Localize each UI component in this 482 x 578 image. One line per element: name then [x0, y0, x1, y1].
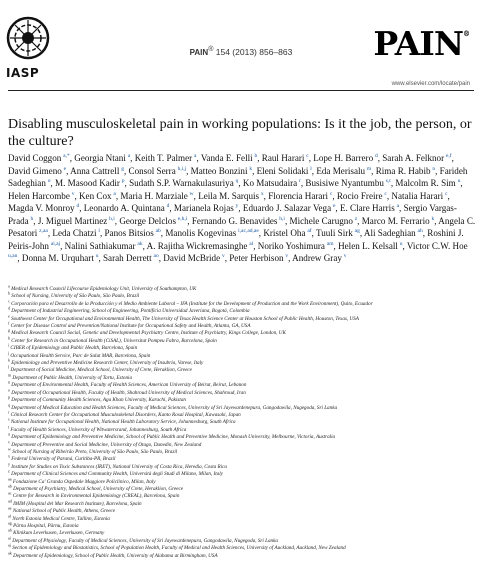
author-name: Florencia Harari [268, 190, 329, 201]
author-affiliation-marker[interactable]: g [121, 165, 124, 172]
affiliation-text: Department of Preventive and Social Medicine, University of Otago, Dunedin, New Zealand [11, 441, 202, 448]
author-affiliation-marker[interactable]: h,i [279, 215, 285, 222]
author-name: Busisiwe Nyantumbu [305, 178, 384, 188]
author-entry [362, 216, 435, 226]
affiliation-marker: ak [8, 549, 12, 555]
affiliation-item [8, 468, 476, 478]
author-affiliation-marker[interactable]: a [396, 202, 400, 209]
author-affiliation-marker[interactable]: q [235, 177, 239, 184]
author-affiliation-marker[interactable]: ab [155, 227, 161, 234]
author-entry [257, 166, 312, 176]
author-entry [263, 228, 311, 238]
author-name: E. Clare Harris [339, 203, 395, 213]
author-affiliation-marker[interactable]: o [47, 177, 51, 184]
author-affiliation-marker[interactable]: k [249, 165, 253, 172]
author-affiliation-marker[interactable]: ao [153, 252, 159, 259]
author-entry [165, 228, 258, 238]
author-name: Leila M. Sarquis [198, 190, 260, 201]
affiliation-marker: c [8, 298, 10, 304]
author-entry [313, 153, 377, 163]
author-name: Helen Harcombe [8, 190, 70, 201]
author-name: Keith T. Palmer [134, 153, 193, 163]
affiliation-marker: m [8, 372, 12, 378]
author-affiliation-marker[interactable]: n [432, 165, 436, 172]
author-name: Sarah A. Felknor [382, 153, 445, 163]
author-entry [119, 216, 187, 226]
author-name: Anna Cattrell [70, 165, 120, 176]
affiliation-item [8, 312, 476, 326]
author-name: Maria H. Marziale [120, 190, 188, 201]
author-affiliation-marker[interactable]: u,an [8, 252, 18, 259]
author-entry [395, 178, 460, 188]
affiliation-marker: i [8, 342, 10, 348]
author-entry [258, 241, 334, 251]
author-affiliation-marker[interactable]: c [329, 190, 333, 197]
author-affiliation-marker[interactable]: h [30, 215, 34, 222]
affiliation-text: Department of Occupational Health, Faculty of Health, Shahroud University of Medical Sciences, Shahroud, Iran [11, 389, 246, 396]
author-name: David McBride [163, 253, 221, 263]
journal-masthead [0, 0, 482, 96]
affiliation-marker: aj [8, 542, 11, 548]
author-name: Andrew Gray [292, 253, 342, 263]
affiliation-text: Center for Research in Occupational Health (CiSAL), Universitat Pompeu Fabra, Barcelona, Spain [11, 337, 217, 344]
journal-volume-pages: 154 (2013) 856–863 [213, 46, 293, 57]
affiliation-marker: v [8, 438, 10, 444]
affiliation-text: Klinikum Leverkusen, Leverkusen, Germany [13, 530, 105, 537]
author-affiliation-marker[interactable]: al [249, 240, 254, 247]
author-entry [8, 166, 66, 176]
author-entry [52, 228, 100, 238]
author-name: Malcolm R. Sim [395, 178, 456, 188]
affiliation-marker: aa [8, 475, 12, 481]
author-affiliation-marker[interactable]: a,* [63, 152, 70, 159]
author-entry [192, 216, 285, 226]
journal-url-link[interactable]: www.elsevier.com/locate/pain [391, 81, 470, 87]
author-name: Manolis Kogevinas [165, 228, 237, 238]
affiliation-marker: d [8, 305, 10, 311]
author-name: Tuuli Sirk [316, 228, 353, 238]
author-entry [382, 153, 451, 163]
affiliation-item [8, 364, 476, 374]
affiliation-text: Department of Epidemiology and Preventive Medicine, School of Public Health and Preventive Medicine, Monash University, Melbourne, Victoria, Australia [11, 434, 336, 441]
author-name: Eduardo J. Salazar Vega [242, 203, 332, 213]
author-name: Kristel Oha [263, 228, 306, 238]
author-entry [65, 241, 143, 251]
author-entry [38, 216, 115, 226]
author-entry [305, 178, 390, 188]
affiliation-marker: f [8, 320, 10, 326]
author-affiliation-marker[interactable]: l [98, 227, 100, 234]
author-entry [103, 253, 159, 263]
author-name: Fernando G. Benavides [191, 215, 278, 226]
author-entry [147, 241, 254, 251]
affiliation-marker: n [8, 379, 10, 385]
author-name: Lope H. Barrero [313, 153, 374, 163]
author-affiliation-marker[interactable]: u [457, 177, 461, 184]
affiliation-text: Corporación para el Desarrollo de la Producción y el Medio Ambiente Laboral – IFA (Institute for the Development of Production and the Work Environment), Quito, Ecuador [11, 300, 373, 307]
affiliation-marker: b [8, 290, 10, 296]
author-name: Consol Serra [128, 165, 176, 176]
affiliation-marker: ai [8, 535, 11, 541]
author-entry [391, 191, 447, 201]
affiliation-marker: g [8, 327, 10, 333]
author-affiliation-marker[interactable]: c [306, 152, 309, 159]
affiliation-text: IMIM (Hospital del Mar Research Institute), Barcelona, Spain [13, 500, 142, 507]
affiliation-text: Department of Medical Education and Health Sciences, Faculty of Medical Sciences, University of Sri Jayewardenepura, Gangodawila, Nugegoda, Sri Lanka [11, 404, 338, 411]
affiliation-marker: x [8, 453, 10, 459]
author-name: Georgia Ntani [74, 153, 126, 163]
author-affiliation-marker[interactable]: l [310, 165, 312, 172]
affiliation-text: Department of Community Health Sciences, Aga Khan University, Karachi, Pakistan [11, 397, 186, 404]
affiliation-marker: ah [8, 527, 12, 533]
pain-logo-registered-mark: ® [463, 29, 470, 38]
author-name: Vanda E. Felli [200, 153, 253, 163]
affiliation-marker: z [8, 468, 10, 474]
affiliation-marker: t [8, 424, 10, 429]
author-affiliation-marker[interactable]: ak [137, 240, 143, 247]
affiliation-text: Epidemiology and Preventive Medicine Research Center, University of Insubria, Varese, Italy [11, 360, 204, 367]
affiliation-text: Southwest Center for Occupational and Environmental Health, The University of Texas Health Science Center at Houston School of Public Health, Houston, Texas, USA [11, 315, 359, 322]
author-affiliation-marker[interactable]: v [285, 252, 289, 259]
affiliation-marker: o [8, 386, 10, 392]
author-entry [198, 191, 263, 201]
affiliation-marker: y [8, 461, 10, 467]
affiliation-text: Department of Public Health, University of Tartu, Estonia [12, 374, 133, 381]
author-affiliation-marker[interactable]: u [399, 240, 403, 247]
article-title: Disabling musculoskeletal pain in working populations: Is it the job, the person, or the culture? [8, 117, 472, 149]
author-affiliation-marker[interactable]: k [431, 215, 435, 222]
affiliation-text: Section of Epidemiology and Biostatistics, School of Population Health, Faculty of Medical and Health Sciences, University of Auckland, Auckland, New Zealand [12, 545, 346, 552]
author-entry [268, 191, 332, 201]
author-name: Roshini J. Peiris-John [8, 228, 464, 251]
author-entry [129, 178, 238, 188]
author-affiliation-marker[interactable]: e [63, 165, 67, 172]
affiliation-text: Department of Social Medicine, Medical School, University of Crete, Heraklion, Greece [10, 367, 192, 374]
author-name: Ali Sadeghian [363, 228, 416, 238]
iasp-wordmark: IASP [6, 66, 40, 80]
affiliation-item [8, 379, 476, 389]
author-affiliation-marker[interactable]: s,t [385, 177, 391, 184]
author-name: Sergio Vargas-Prada [8, 203, 457, 226]
affiliation-text: Centre for Research in Environmental Epidemiology (CREAL), Barcelona, Spain [12, 493, 180, 500]
author-affiliation-marker[interactable]: m [366, 165, 372, 172]
affiliation-item [8, 424, 476, 437]
author-entry [316, 166, 371, 176]
affiliation-marker: af [8, 512, 12, 518]
author-affiliation-marker[interactable]: v [71, 190, 75, 197]
author-affiliation-marker[interactable]: ai,aj [50, 240, 61, 247]
author-entry [243, 178, 301, 188]
affiliation-item [8, 527, 476, 537]
affiliation-text: Occupational Health Service, Parc de Salut MAR, Barcelona, Spain [10, 352, 151, 359]
affiliation-marker: ad [8, 498, 12, 504]
author-name: Marianela Rojas [173, 203, 234, 213]
author-name: M. Masood Kadir [55, 178, 120, 188]
author-entry [129, 166, 187, 176]
author-affiliation-marker[interactable]: h,i [109, 215, 115, 222]
affiliation-marker: r [8, 409, 10, 415]
affiliation-marker: l [8, 364, 10, 370]
author-affiliation-marker[interactable]: d [76, 202, 80, 209]
affiliation-marker: s [8, 416, 10, 422]
author-entry [201, 153, 257, 163]
affiliation-item [8, 327, 476, 337]
affiliation-list [8, 283, 476, 560]
affiliation-item [8, 542, 476, 552]
author-affiliation-marker[interactable]: e,h,i [177, 215, 188, 222]
author-affiliation-marker[interactable]: w [189, 190, 194, 197]
pain-logo-word: PAIN [373, 24, 463, 63]
author-name: Noriko Yoshimura [257, 240, 325, 251]
affiliation-text: Department of Epidemiology, School of Public Health, University of Alabama at Birmingham, USA [13, 552, 218, 559]
author-entry [340, 203, 399, 213]
author-name: Natalia Harari [391, 190, 444, 201]
affiliation-item [8, 349, 476, 363]
affiliation-item [8, 431, 476, 441]
header-divider [8, 90, 474, 91]
affiliation-item [8, 549, 476, 560]
author-entry [243, 203, 336, 213]
affiliation-item [8, 394, 476, 404]
author-entry [74, 153, 130, 163]
affiliation-text: Department of Environmental Health, Faculty of Health Sciences, American University of Beirut, Beirut, Lebanon [11, 382, 247, 389]
author-affiliation-marker[interactable]: e [332, 202, 336, 209]
affiliation-marker: w [8, 446, 11, 452]
affiliation-marker: ae [8, 505, 12, 511]
affiliation-marker: h [8, 335, 10, 341]
author-affiliation-marker[interactable]: v [343, 252, 347, 259]
affiliation-item [8, 416, 476, 426]
affiliation-text: Medical Research Council Lifecourse Epidemiology Unit, University of Southampton, UK [11, 286, 197, 292]
author-name: Nalini Sathiakumar [64, 240, 136, 251]
author-entry [22, 253, 99, 263]
author-affiliation-marker[interactable]: v [221, 252, 225, 259]
author-name: Helen L. Kelsall [338, 240, 398, 251]
affiliation-text: Clinical Research Center for Occupational Musculoskeletal Disorders, Kanto Rosai Hospital, Kawasaki, Japan [10, 411, 241, 418]
author-entry [79, 191, 116, 201]
affiliation-marker: a [8, 283, 10, 289]
author-entry [70, 166, 124, 176]
author-entry [104, 228, 160, 238]
author-affiliation-marker[interactable]: r [299, 177, 301, 184]
affiliation-marker: q [8, 401, 10, 407]
affiliation-marker: p [8, 394, 10, 400]
author-entry [55, 178, 125, 188]
author-entry [163, 253, 224, 263]
affiliation-marker: ag [8, 520, 12, 526]
author-entry [338, 241, 402, 251]
author-affiliation-marker[interactable]: u [95, 252, 99, 259]
affiliation-marker: e [8, 312, 10, 318]
affiliation-text: CIBER of Epidemiology and Public Health, Barcelona, Spain [10, 345, 138, 352]
author-affiliation-marker[interactable]: p [121, 177, 125, 184]
author-entry [364, 228, 423, 238]
author-affiliation-marker[interactable]: c [384, 190, 387, 197]
author-name: David Coggon [8, 153, 62, 163]
author-name: Angela C. Pesatori [8, 215, 476, 238]
pain-journal-logo [373, 24, 470, 63]
affiliation-item [8, 290, 476, 300]
author-name: Donna M. Urquhart [21, 253, 94, 263]
author-affiliation-marker[interactable]: d [166, 202, 170, 209]
affiliation-text: Department of Psychiatry, Medical School, University of Crete, Heraklion, Greece [13, 485, 184, 492]
author-name: Sudath S.P. Warnakulasuriya [129, 178, 234, 188]
affiliation-text: Department of Industrial Engineering, School of Engineering, Pontificia Universidad Javeriana, Bogotá, Colombia [11, 308, 250, 315]
author-entry [337, 191, 387, 201]
author-entry [316, 228, 360, 238]
affiliation-marker: ab [8, 483, 12, 489]
author-entry [191, 166, 252, 176]
author-affiliation-marker[interactable]: a [194, 152, 197, 159]
registered-mark: ® [208, 45, 214, 53]
author-affiliation-marker[interactable]: c [445, 190, 448, 197]
author-affiliation-marker[interactable]: b [254, 152, 258, 159]
author-name: Rima R. Habib [375, 165, 431, 176]
author-entry [8, 203, 79, 213]
author-name: Eleni Solidaki [256, 165, 309, 176]
affiliation-marker: ac [8, 490, 12, 496]
affiliation-text: National Institute for Occupational Health, National Health Laboratory Service, Johannesburg, South Africa [10, 419, 236, 426]
author-entry [84, 203, 170, 213]
author-entry [120, 191, 193, 201]
author-name: Marco M. Ferrario [361, 215, 430, 226]
affiliation-text: Department of Physiology, Faculty of Medical Sciences, University of Sri Jayewardenepura, Gangodawila, Nugegoda, Sri Lanka [12, 537, 278, 544]
author-affiliation-marker[interactable]: a [127, 152, 131, 159]
affiliation-item [8, 342, 476, 352]
author-name: Victor C.W. Hoe [406, 240, 468, 251]
author-name: Magda V. Monroy [8, 203, 75, 213]
author-name: Leda Chatzi [52, 228, 97, 238]
author-name: J. Miguel Martinez [37, 215, 108, 226]
author-entry [229, 253, 288, 263]
author-affiliation-marker[interactable]: z,aa [39, 227, 48, 234]
author-name: Michele Carugno [289, 215, 353, 226]
author-affiliation-marker[interactable]: ag [354, 227, 360, 234]
affiliation-item [8, 453, 476, 463]
affiliation-text: School of Nursing, University of São Paulo, São Paulo, Brazil [11, 293, 140, 300]
author-affiliation-marker[interactable]: a [113, 190, 116, 197]
author-entry [135, 153, 197, 163]
author-list: David Coggon $^{a,*}$, Georgia Ntani $^a$, Keith T. Palmer $^a$, Vanda E. Felli $^b$, Raul Harari $^c$, Lope H. Barrero $^d$, Sarah A. Felknor $^{e,f}$, David Gimeno $^e$, Anna Cattrell $^g$, Consol Serra $^{h,i,j}$, Matteo Bonzini $^k$, Eleni Solidaki $^l$, Eda Merisalu $^m$, Rima R. Habib $^n$, Farideh Sadeghian $^o$, M. Masood Kadir $^p$, Sudath S.P. Warnakulasuriya $^q$, Ko Matsudaira $^r$, Busisiwe Nyantumbu $^{s,t}$, Malcolm R. Sim $^u$, Helen Harcombe $^v$, Ken Cox $^a$, Maria H. Marziale $^w$, Leila M. Sarquis $^x$, Florencia Harari $^c$, Rocio Freire $^c$, Natalia Harari $^c$, Magda V. Monroy $^d$, Leonardo A. Quintana $^d$, Marianela Rojas $^y$, Eduardo J. Salazar Vega $^e$, E. Clare Harris $^a$, Sergio Vargas-Prada $^h$, J. Miguel Martinez $^{h,i}$, George Delclos $^{e,h,i}$, Fernando G. Benavides $^{h,i}$, Michele Carugno $^z$, Marco M. Ferrario $^k$, Angela C. Pesatori $^{z,aa}$, Leda Chatzi $^l$, Panos Bitsios $^{ab}$, Manolis Kogevinas $^{i,ac,ad,ae}$, Kristel Oha $^{af}$, Tuuli Sirk $^{ag}$, Ali Sadeghian $^{ah}$, Roshini J. Peiris-John $^{ai,aj}$, Nalini Sathiakumar $^{ak}$, A. Rajitha Wickremasinghe $^{al}$, Noriko Yoshimura $^{am}$, Helen L. Kelsall $^u$, Victor C.W. Hoe $^{u,an}$, Donna M. Urquhart $^u$, Sarah Derrett $^{ao}$, David McBride $^v$, Peter Herbison $^v$, Andrew Gray $^v$ [8, 152, 476, 263]
affiliation-text: School of Nursing of Ribeirão Preto, University of São Paulo, São Paulo, Brazil [12, 448, 178, 455]
author-name: Ken Cox [78, 190, 112, 201]
affiliation-text: Pärnu Hospital, Pärnu, Estonia [13, 523, 79, 529]
affiliation-item [8, 386, 476, 400]
author-affiliation-marker[interactable]: y [235, 202, 239, 209]
affiliation-text: Center for Disease Control and Prevention/National Institute for Occupational Safety and Health, Atlanta, GA, USA [10, 323, 251, 330]
affiliation-text: Department of Clinical Sciences and Community Health, Università degli Studi di Milano, Milan, Italy [11, 471, 223, 478]
author-affiliation-marker[interactable]: af [307, 227, 312, 234]
author-name: Ko Matsudaira [242, 178, 298, 188]
author-name: David Gimeno [8, 165, 62, 176]
author-affiliation-marker[interactable]: h,i,j [177, 165, 187, 172]
author-entry [262, 153, 309, 163]
author-name: Sarah Derrett [102, 253, 152, 263]
author-entry [376, 166, 435, 176]
affiliation-text: Federal University of Paraná, Curitiba-PR, Brazil [11, 456, 116, 463]
author-entry [8, 191, 74, 201]
author-affiliation-marker[interactable]: i,ac,ad,ae [238, 227, 259, 234]
affiliation-item [8, 490, 476, 500]
author-entry [292, 253, 346, 263]
affiliation-text: Institute for Studies on Toxic Substances (IRET), National University of Costa Rica, Heredia, Costa Rica [11, 463, 227, 470]
author-entry [8, 153, 70, 163]
author-name: Peter Herbison [229, 253, 284, 263]
author-name: Panos Bitsios [104, 228, 154, 238]
affiliation-marker: u [8, 431, 10, 437]
author-name: Eda Merisalu [316, 165, 366, 176]
author-name: George Delclos [119, 215, 176, 226]
author-name: Raul Harari [261, 153, 305, 163]
affiliation-marker: k [8, 357, 10, 363]
affiliation-item [8, 505, 476, 515]
author-affiliation-marker[interactable]: x [260, 190, 264, 197]
author-affiliation-marker[interactable]: am [326, 240, 334, 247]
affiliation-item [8, 305, 476, 315]
author-name: Rocio Freire [336, 190, 383, 201]
author-affiliation-marker[interactable]: ah [417, 227, 423, 234]
author-entry [174, 203, 238, 213]
author-name: Leonardo A. Quintana [83, 203, 165, 213]
author-affiliation-marker[interactable]: d [374, 152, 378, 159]
affiliation-text: Fondazione Ca' Granda Ospedale Maggiore Policlinico, Milan, Italy [12, 478, 156, 485]
affiliation-text: Faculty of Health Sciences, University of Witwatersrand, Johannesburg, South Africa [10, 426, 187, 433]
affiliation-text: National School of Public Health, Athens, Greece [12, 508, 116, 515]
affiliation-text: North Estonia Medical Centre, Tallinn, Estonia [12, 515, 110, 522]
author-name: Matteo Bonzini [190, 165, 248, 176]
author-affiliation-marker[interactable]: e,f [445, 152, 452, 159]
affiliation-marker: j [8, 349, 10, 355]
affiliation-text: Medical Research Council Social, Genetic and Developmental Psychiatry Centre, Institute of Psychiatry, Kings College, London, UK [11, 330, 286, 337]
author-name: Farideh Sadeghian [8, 165, 468, 188]
author-name: A. Rajitha Wickremasinghe [146, 240, 248, 251]
author-affiliation-marker[interactable]: z [354, 215, 358, 222]
author-entry [290, 216, 358, 226]
journal-name: PAIN [189, 47, 209, 57]
